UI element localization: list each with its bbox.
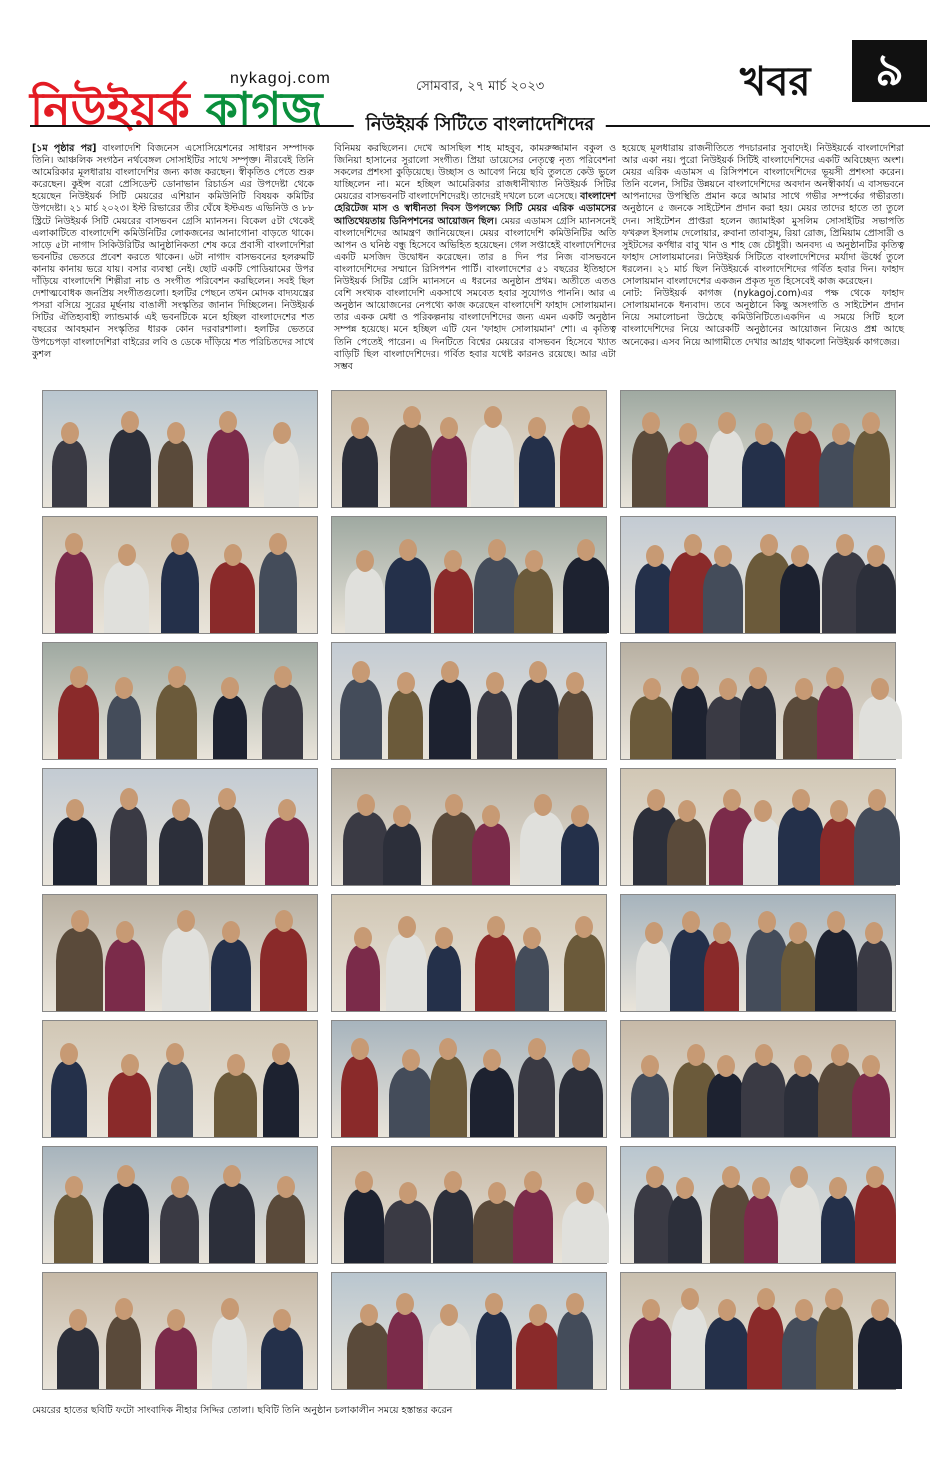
person-figure (211, 939, 251, 1011)
person-figure (520, 812, 565, 885)
person-figure (210, 562, 255, 633)
person-figure (743, 818, 782, 885)
person-head (646, 1166, 664, 1188)
column-1-paragraph (32, 143, 314, 361)
person-head (572, 1049, 590, 1071)
person-figure (817, 685, 853, 759)
event-photo (331, 894, 607, 1012)
event-photo (42, 516, 318, 634)
person-figure (856, 563, 896, 633)
person-figure (428, 1322, 471, 1389)
photo-caption: মেয়রের হাতের ছবিটি ফটো সাংবাদিক নীহার সিদ্দির তোলা। ছবিটি তিনি অনুষ্ঠান চলাকালীন সময়ে হস্তান্তর করেন (32, 1405, 453, 1416)
continuation-marker: [১ম পৃষ্ঠার পর] (32, 143, 97, 154)
person-head (794, 1055, 812, 1077)
person-figure (564, 934, 605, 1011)
person-head (826, 667, 844, 689)
person-figure (708, 430, 745, 507)
event-photo (620, 642, 896, 760)
column-1-text: বাংলাদেশি বিজনেস এসোসিয়েশনের সাধারন সম্পাদক তিনি। আঞ্চলিক সংগঠন নর্থবেঙ্গল সোসাইটির সাথে সম্পৃক্ত। নীরবেই তিনি আমেরিকার মূলধারায় বাংলাদেশির জন্য কাজ করছেন। স্বীকৃতিও পেতে শুরু করেছেন। কুইন্স বরো প্রেসিডেন্ট ডোনাভান রিচার্ডস এর উপদেষ্টা থেকে হয়েছেন নিউইয়র্ক সিটি মেয়রের এশিয়ান কমিউনিটি বিষয়ক কমিটির উপদেষ্টা। ২১ মার্চ ২০২৩। ইস্ট রিভারের তীর ঘেঁষে ইস্টএন্ড এভিনিউ ও ৮৮ স্ট্রিটে নিউইয়র্ক সিটি মেয়রের বাসভবন গ্রেসি ম্যানসন। বিকেল ৫টা থেকেই এলাকাটিতে বাংলাদেশি কমিউনিটির লোকজনের আনাগোনা বাড়তে থাকে। সাড়ে ৫টা নাগাদ সিকিউরিটির আনুষ্ঠানিকতা শেষ করে প্রবাসী বাংলাদেশিরা ভবনটির ভেতরে প্রবেশ করতে থাকেন। ৬টা নাগাদ বাসভবনের হলরুমটি কানায় কানায় ভরে যায়। বসার ব্যবস্থা নেই। ছোট একটি পোডিয়ামের উপর দাঁড়িয়ে বাংলাদেশি শিল্পীরা নাচ ও সংগীত পরিবেশন করছিলেন। সবই ছিল দেশাত্মবোধক জনপ্রিয় সংগীতগুলো। হলটির পেছনে তখন মোদক বাদ্যযন্ত্রের পসরা বসিয়ে সুরের মূর্ছনায় বাঙালী সংস্কৃতির জানান দিচ্ছিলেন। নিউইয়র্ক সিটির ঐতিহ্যবাহী ল্যান্ডমার্ক এই ভবনটিকে মনে হচ্ছিল বাংলাদেশের শত বছরের আবহমান সংস্কৃতির ধারক কোন দরবারশালা। হলটির ভেতরে উপচেপড়া বাংলাদেশিরা বাইরের লবি ও ডেকে দাঁড়িয়ে শত পরিচিতদের সাথে কুশল (32, 143, 314, 360)
person-head (219, 411, 237, 433)
person-figure (54, 1194, 93, 1263)
person-figure (470, 1067, 514, 1137)
person-figure (858, 1317, 902, 1389)
person-head (221, 1298, 239, 1320)
person-figure (260, 928, 307, 1011)
person-figure (343, 812, 388, 885)
person-figure (109, 429, 151, 507)
person-head (488, 1182, 506, 1204)
person-head (486, 672, 504, 694)
person-figure (433, 1189, 473, 1263)
person-head (792, 789, 810, 811)
person-head (277, 1176, 295, 1198)
person-figure (672, 685, 708, 759)
person-head (65, 533, 83, 555)
event-photo (620, 390, 896, 508)
person-figure (427, 945, 461, 1011)
person-figure (207, 429, 249, 507)
person-figure (671, 1306, 708, 1389)
person-head (227, 1054, 245, 1076)
event-photo (42, 1272, 318, 1390)
person-head (718, 412, 736, 434)
person-figure (347, 1322, 390, 1389)
person-figure (385, 557, 431, 633)
person-head (868, 789, 886, 811)
event-photo (620, 516, 896, 634)
event-photo (331, 1272, 607, 1390)
person-head (167, 422, 185, 444)
event-photo (620, 768, 896, 886)
person-head (116, 921, 134, 943)
person-figure (264, 440, 299, 507)
person-figure (387, 1311, 423, 1389)
person-head (274, 666, 292, 688)
person-figure (816, 1306, 853, 1389)
person-head (115, 1298, 133, 1320)
person-figure (156, 684, 197, 759)
person-head (272, 1043, 290, 1065)
person-figure (55, 551, 93, 633)
person-head (678, 800, 696, 822)
person-figure (346, 945, 380, 1011)
person-figure (560, 424, 603, 507)
person-head (645, 922, 663, 944)
person-figure (160, 1194, 199, 1263)
person-figure (344, 1189, 384, 1263)
person-figure (779, 1184, 820, 1263)
person-head (795, 678, 813, 700)
person-figure (110, 806, 147, 885)
article-column-2 (334, 143, 617, 372)
person-head (360, 1304, 378, 1326)
person-figure (51, 1061, 87, 1137)
person-figure (386, 934, 427, 1011)
person-figure (563, 557, 609, 633)
person-head (488, 539, 506, 561)
person-figure (704, 940, 739, 1011)
person-figure (52, 440, 87, 507)
person-head (70, 666, 88, 688)
person-figure (434, 568, 473, 633)
person-figure (515, 945, 549, 1011)
person-head (794, 412, 812, 434)
person-figure (263, 1061, 299, 1137)
event-photo (620, 894, 896, 1012)
person-figure (707, 1073, 745, 1137)
column-2-text-a: বিনিময় করছিলেন। দেখে আসছিল শাহ মাহবুব, কামরুজ্জামান বকুল ও জিনিয়া হাসানের সুরালো সংগীত। প্রিয়া ডায়েসের নেতৃত্বে নৃত্য পরিবেশনা সকলের প্রশংসা কুড়িয়েছে। উচ্ছাস ও আবেগ নিয়ে ছবি তুলতে কেউ ভুলে যাচ্ছিলেন না। মনে হচ্ছিল আমেরিকার রাজধানীখ্যাত নিউইয়র্ক সিটির মেয়রের বাসভবনটি বাংলাদেশিদেরই। তাদেরই দখলে চলে এসেছে। (334, 143, 616, 203)
person-figure (161, 551, 199, 633)
person-head (684, 534, 702, 556)
person-head (642, 1299, 660, 1321)
person-head (351, 1038, 369, 1060)
event-photo (331, 516, 607, 634)
person-figure (155, 1327, 197, 1389)
person-head (440, 417, 458, 439)
event-photo (331, 1146, 607, 1264)
event-photo (42, 1146, 318, 1264)
person-head (120, 788, 138, 810)
person-head (218, 788, 236, 810)
person-head (435, 927, 453, 949)
person-figure (744, 1195, 778, 1263)
person-head (351, 417, 369, 439)
person-head (829, 1177, 847, 1199)
person-figure (342, 435, 378, 507)
person-head (862, 1055, 880, 1077)
person-head (166, 1043, 184, 1065)
person-figure (561, 823, 599, 885)
person-head (790, 1166, 808, 1188)
person-figure (53, 817, 97, 885)
event-photo (331, 1020, 607, 1138)
person-figure (747, 1306, 784, 1389)
person-head (278, 799, 296, 821)
person-head (399, 1182, 417, 1204)
section-title: খবর (740, 59, 811, 105)
person-figure (668, 1195, 702, 1263)
person-figure (815, 929, 857, 1011)
person-head (760, 534, 778, 556)
person-head (529, 1304, 547, 1326)
person-head (566, 1293, 584, 1315)
column-3-note: নোট: নিউইয়র্ক কাগজ (nykagoj.com)এর পক্ষ থেকে ফাহাদ সোলায়মানকে ধন্যবাদ। তবে অনুষ্ঠানে কিছু অসংগতি ও সাইটেশন প্রদান নিয়ে সমালোচনা উঠেছে কমিউনিটিতে।একদিন এ সময়ে সিটি হলে বাংলাদেশিদের নিয়ে আরেকটি অনুষ্ঠানের আয়োজন নিয়েও প্রশ্ন আছে অনেকের। এসব নিয়ে আগামীতে দেখার আগ্রহ থাকলো নিউইয়র্ক কাগজের। (622, 288, 904, 348)
event-photo (42, 390, 318, 508)
person-head (61, 422, 79, 444)
person-figure (476, 1311, 512, 1389)
logo-url: nykagoj.com (230, 70, 331, 87)
person-figure (388, 690, 423, 759)
person-figure (389, 1067, 433, 1137)
person-head (827, 911, 845, 933)
person-head (871, 1299, 889, 1321)
person-head (403, 406, 421, 428)
person-figure (820, 818, 859, 885)
person-head (171, 533, 189, 555)
person-figure (265, 817, 309, 885)
event-photo (42, 768, 318, 886)
person-figure (341, 1056, 378, 1137)
event-photo (42, 894, 318, 1012)
newspaper-logo[interactable] (30, 32, 400, 136)
person-figure (518, 1056, 555, 1137)
person-head (168, 666, 186, 688)
column-2-text-b: মেয়র এডামস গ্রেসি ম্যানসনেই বাংলাদেশিদের আমন্ত্রণ জানিয়েছেন। মেয়র বাংলাদেশি কমিউনিটির অতি আপন ও ঘনিষ্ঠ বন্ধু হিসেবে অভিহিত হয়েছেন। গেল সপ্তাহেই বাংলাদেশিদের একটি মসজিদ উদ্বোধন করেছেন। তার ৪ দিন পর নিজ বাসভবনে বাংলাদেশিদের সম্মানে রিসিপশন পার্টি। বাংলাদেশের ৫১ বছরের ইতিহাসে নিউইয়র্ক সিটির গ্রেসি ম্যানসনে এ ধরনের অনুষ্ঠান প্রথম। অতীতে এতও বেশি সংখ্যক বাংলাদেশি একসাথে সমবেত হবার সুযোগও পাননি। আর এ অনুষ্ঠান আয়োজনের নেপথ্যে কাজ করেছেন বাংলাদেশি ফাহাদ সোলায়মান। তার একক মেধা ও পরিকল্পনায় বাংলাদেশিদের জন্য এমন একটি অনুষ্ঠান সম্পন্ন হয়েছে। মনে হচ্ছিল এটি যেন 'ফাহাদ সোলায়মান' শো। এ কৃতিত্ব তিনি পেতেই পারেন। এ দিনটিতে বিশ্বের মেয়রের বাসভবন হিসেবে খ্যাত বাড়িটি ছিল বাংলাদেশিদের। গর্বিত হবার যথেষ্ট কারনও রয়েছে। আর এটা সম্ভব (334, 215, 616, 372)
person-head (483, 1049, 501, 1071)
person-figure (821, 1195, 855, 1263)
person-figure (780, 563, 820, 633)
person-head (687, 1044, 705, 1066)
person-head (273, 1309, 291, 1331)
person-figure (784, 1073, 822, 1137)
person-figure (56, 928, 103, 1011)
person-figure (781, 940, 816, 1011)
person-figure (778, 807, 824, 885)
person-head (487, 916, 505, 938)
column-2-paragraph (334, 143, 616, 373)
issue-date: সোমবার, ২৭ মার্চ ২০২৩ (416, 79, 545, 94)
person-figure (474, 557, 520, 633)
person-figure (667, 818, 706, 885)
person-figure (852, 1073, 890, 1137)
person-figure (630, 696, 673, 759)
person-head (441, 661, 459, 683)
event-photo (620, 1272, 896, 1390)
person-head (791, 545, 809, 567)
person-figure (785, 430, 822, 507)
person-head (221, 677, 239, 699)
person-figure (853, 430, 890, 507)
person-figure (262, 684, 303, 759)
person-head (117, 1165, 135, 1187)
person-figure (741, 1062, 786, 1137)
person-figure (472, 823, 510, 885)
person-figure (259, 551, 297, 633)
person-figure (57, 1327, 99, 1389)
person-head (755, 1044, 773, 1066)
person-head (719, 678, 737, 700)
person-figure (557, 1311, 593, 1389)
person-head (118, 544, 136, 566)
person-head (754, 800, 772, 822)
person-head (398, 916, 416, 938)
page-number: ৯ (852, 40, 927, 102)
person-figure (159, 817, 203, 885)
person-figure (666, 441, 710, 507)
logo-part-2: কাগজ (205, 82, 323, 136)
person-head (485, 1293, 503, 1315)
person-figure (157, 1061, 193, 1137)
person-figure (432, 812, 477, 885)
person-head (757, 1288, 775, 1310)
person-head (713, 922, 731, 944)
person-head (577, 539, 595, 561)
person-figure (855, 1184, 896, 1263)
person-head (867, 545, 885, 567)
person-figure (384, 1200, 431, 1263)
person-head (795, 1299, 813, 1321)
person-figure (214, 1072, 257, 1137)
person-figure (516, 1322, 559, 1389)
person-head (647, 789, 665, 811)
column-3-text: হয়েছে মূলধারায় রাজনীতিতে পদচারনার সুবাদেই। নিউইয়র্কে বাংলাদেশিরা আর একা নয়। পুরো নিউইয়র্ক সিটিই বাংলাদেশিদের একটি অবিচ্ছেদ্য অংশ। মেয়র এরিক এডামস এ রিসিপশনে বাংলাদেশিদের ভূয়সী প্রশংসা করেন। তিনি বলেন, সিটির উন্নয়নে বাংলাদেশিদের অবদান অনস্বীকার্য। এ বাসভবনে আপনাদের উপস্থিতি প্রমান করে আমার সাথে গভীর সম্পর্কের গভীরতা। অনুষ্ঠানে ৫ জনকে সাইটেশন প্রদান করা হয়। মেয়র তাদের হাতে তা তুলে দেন। সাইটেশন প্রাপ্তরা হলেন জ্যামাইকা মুসলিম সোসাইটির সভাপতি ফখরুল ইসলাম দেলোয়ার, রুবানা তাবাসুম, রিয়া রোজ, প্রিমিয়াম প্রোসারী ও সুইটসের কর্ণধার বাবু খান ও শাহ জে চৌধুরী। অনবদ্য এ অনুষ্ঠানটির কৃতিত্ব ফাহাদ সোলায়মানের। নিউইয়র্ক সিটিতে বাংলাদেশিদের মর্যাদা ঊর্ধ্বে তুলে ধরলেন। ২১ মার্চ ছিল নিউইয়র্কে বাংলাদেশিদের গর্বিত হবার দিন। ফাহাদ সোলায়মান বাংলাদেশের একজন প্রকৃত দূত হিসেবেই কাজ করেছেন। (622, 143, 904, 288)
person-figure (740, 685, 776, 759)
event-photo (620, 1146, 896, 1264)
person-head (69, 1309, 87, 1331)
person-head (177, 910, 195, 932)
person-head (60, 1043, 78, 1065)
person-head (482, 805, 500, 827)
person-head (643, 678, 661, 700)
person-figure (383, 823, 421, 885)
person-figure (266, 1194, 305, 1263)
person-head (223, 1165, 241, 1187)
person-head (167, 1309, 185, 1331)
person-figure (742, 441, 786, 507)
article-headline: নিউইয়র্ক সিটিতে বাংলাদেশিদের (354, 112, 606, 138)
person-head (273, 422, 291, 444)
event-photo (42, 1020, 318, 1138)
headline-bar (30, 112, 930, 138)
person-figure (209, 1183, 255, 1263)
person-figure (212, 1316, 247, 1389)
person-head (722, 1166, 740, 1188)
person-head (66, 799, 84, 821)
person-figure (559, 1067, 603, 1137)
person-figure (703, 563, 743, 633)
person-figure (103, 1183, 149, 1263)
event-photo (331, 642, 607, 760)
person-figure (705, 1317, 749, 1389)
person-figure (158, 440, 193, 507)
person-figure (477, 690, 512, 759)
person-figure (107, 695, 141, 759)
person-head (646, 545, 664, 567)
logo-part-1: নিউইয়র্ক (30, 82, 190, 136)
person-head (352, 661, 370, 683)
person-figure (105, 939, 145, 1011)
column-2-bold: বাংলাদেশ হেরিটেজ মাস ও স্বাধীনতা দিবস উপলক্ষ্যে সিটি মেয়র এরিক এডামসের আতিথেয়তায় ডিনিপশনের আয়োজন ছিল। (334, 191, 617, 227)
person-figure (519, 435, 555, 507)
person-figure (513, 1189, 553, 1263)
person-head (275, 910, 293, 932)
person-head (357, 794, 375, 816)
event-photo (331, 390, 607, 508)
person-figure (632, 430, 669, 507)
person-figure (631, 1073, 669, 1137)
person-head (789, 922, 807, 944)
event-photo (331, 768, 607, 886)
person-figure (859, 696, 902, 759)
article-column-3 (622, 143, 904, 361)
person-figure (58, 684, 99, 759)
person-figure (390, 424, 433, 507)
person-figure (475, 934, 516, 1011)
person-head (534, 794, 552, 816)
person-head (444, 1171, 462, 1193)
person-figure (636, 940, 671, 1011)
person-head (355, 1171, 373, 1193)
person-head (171, 1176, 189, 1198)
person-head (571, 805, 589, 827)
person-head (397, 672, 415, 694)
person-figure (106, 1316, 141, 1389)
person-figure (562, 1200, 609, 1263)
event-photo (620, 1020, 896, 1138)
person-head (224, 544, 242, 566)
person-head (172, 799, 190, 821)
person-figure (208, 806, 245, 885)
person-figure (430, 1056, 467, 1137)
person-head (642, 412, 660, 434)
person-figure (213, 695, 247, 759)
person-figure (471, 424, 514, 507)
event-photo (42, 642, 318, 760)
person-head (525, 550, 543, 572)
person-head (222, 921, 240, 943)
person-figure (162, 928, 209, 1011)
person-head (269, 533, 287, 555)
person-head (484, 406, 502, 428)
person-figure (261, 1327, 303, 1389)
person-head (356, 550, 374, 572)
person-figure (108, 1072, 151, 1137)
person-figure (429, 679, 471, 759)
person-figure (558, 690, 593, 759)
person-head (641, 1055, 659, 1077)
person-head (528, 1038, 546, 1060)
person-head (681, 1288, 699, 1310)
article-column-1 (32, 143, 314, 361)
person-figure (854, 807, 900, 885)
person-figure (629, 1317, 673, 1389)
person-head (65, 1176, 83, 1198)
person-head (115, 677, 133, 699)
person-head (121, 1054, 139, 1076)
person-head (121, 411, 139, 433)
person-figure (345, 568, 384, 633)
person-head (71, 910, 89, 932)
person-figure (104, 562, 149, 633)
person-figure (514, 568, 553, 633)
person-head (354, 927, 372, 949)
person-figure (517, 679, 559, 759)
person-figure (340, 679, 382, 759)
person-figure (431, 435, 467, 507)
person-head (832, 423, 850, 445)
person-figure (857, 940, 892, 1011)
